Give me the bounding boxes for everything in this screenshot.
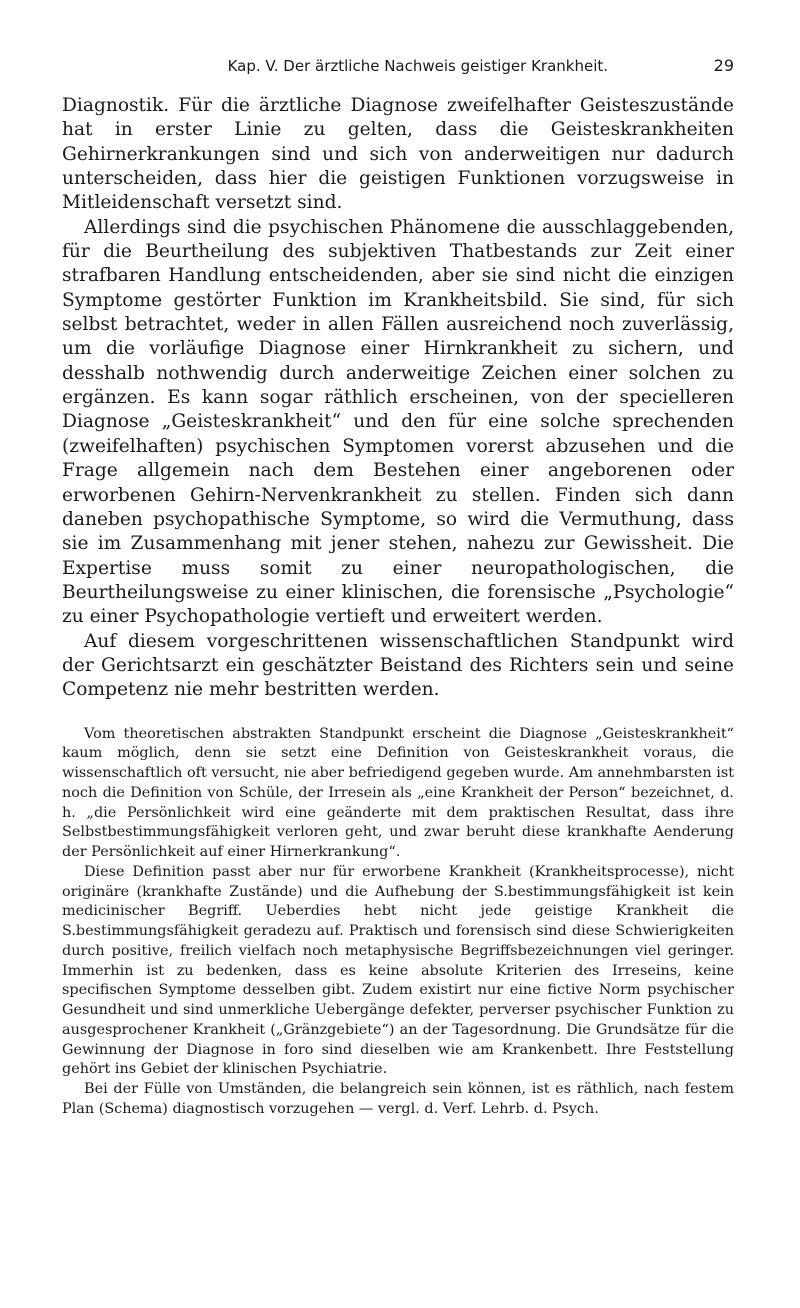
main-text (62, 94, 734, 703)
running-title: Kap. V. Der ärztliche Nachweis geistiger Krankheit. (227, 57, 609, 75)
page-number: 29 (713, 56, 734, 75)
note-definition: Vom theoretischen abstrakten Standpunkt erscheint die Diagnose „Geisteskrankheit“ kaum möglich, denn sie setzt eine Definition von Geisteskrankheit voraus, die wissenschaftlich oft versucht, nie aber befriedigend gegeben wurde. Am annehmbarsten ist noch die Definition von Schüle, der Irresein als „eine Krankheit der Person“ bezeichnet, d. h. „die Persönlichkeit wird eine geänderte mit dem praktischen Resultat, dass ihre Selbstbestimmungsfähigkeit verloren geht, und zwar beruht diese krankhafte Aenderung der Persönlichkeit auf einer Hirnerkrankung“. (62, 725, 734, 861)
paragraph-diagnostik: Diagnostik. Für die ärztliche Diagnose zweifelhafter Geisteszustände hat in erster Linie zu gelten, dass die Geisteskrankheiten Gehirnerkrankungen sind und sich von anderweitigen nur dadurch unterscheiden, dass hier die geistigen Funktionen vorzugsweise in Mitleidenschaft versetzt sind. (62, 95, 734, 214)
paragraph-standpunkt: Auf diesem vorgeschrittenen wissenschaftlichen Standpunkt wird der Gerichtsarzt ein geschätzter Beistand des Richters sein und seine Competenz nie mehr bestritten werden. (62, 630, 734, 701)
note-schema: Bei der Fülle von Umständen, die belangreich sein können, ist es räthlich, nach festem Plan (Schema) diagnostisch vorzugehen — vergl. d. Verf. Lehrb. d. Psych. (62, 1081, 734, 1117)
small-print-notes (62, 725, 734, 1120)
note-critique: Diese Definition passt aber nur für erworbene Krankheit (Krankheitsprocesse), nicht originäre (krankhafte Zustände) und die Aufhebung der S.bestimmungsfähigkeit ist kein medicinischer Begriff. Ueberdies hebt nicht jede geistige Krankheit die S.bestimmungsfähigkeit geradezu auf. Praktisch und forensisch sind diese Schwierigkeiten durch positive, freilich vielfach noch metaphysische Begriffsbezeichnungen viel geringer. Immerhin ist zu bedenken, dass es keine absolute Kriterien des Irreseins, keine specifischen Symptome desselben gibt. Zudem existirt nur eine fictive Norm psychischer Gesundheit und sind unmerkliche Uebergänge defekter, perverser psychischer Funktion zu ausgesprochener Krankheit („Gränzgebiete“) an der Tagesordnung. Die Grundsätze für die Gewinnung der Diagnose in foro sind dieselben wie am Krankenbett. Ihre Feststellung gehört ins Gebiet der klinischen Psychiatrie. (62, 863, 734, 1078)
page-header (62, 56, 734, 80)
paragraph-allerdings: Allerdings sind die psychischen Phänomene die ausschlaggebenden, für die Beurtheilung des subjektiven Thatbestands zur Zeit einer strafbaren Handlung entscheidenden, aber sie sind nicht die einzigen Symptome gestörter Funktion im Krankheitsbild. Sie sind, für sich selbst betrachtet, weder in allen Fällen ausreichend noch zuverlässig, um die vorläufige Diagnose einer Hirnkrankheit zu sichern, und desshalb nothwendig durch anderweitige Zeichen einer solchen zu ergänzen. Es kann sogar räthlich erscheinen, von der specielleren Diagnose „Geisteskrankheit“ und den für eine solche sprechenden (zweifelhaften) psychischen Symptomen vorerst abzusehen und die Frage allgemein nach dem Bestehen einer angeborenen oder erworbenen Gehirn-Nervenkrankheit zu stellen. Finden sich dann daneben psychopathische Symptome, so wird die Vermuthung, dass sie im Zusammenhang mit jener stehen, nahezu zur Gewissheit. Die Expertise muss somit zu einer neuropathologischen, die Beurtheilungsweise zu einer klinischen, die forensische „Psychologie“ zu einer Psychopathologie vertieft und erweitert werden. (62, 216, 734, 628)
